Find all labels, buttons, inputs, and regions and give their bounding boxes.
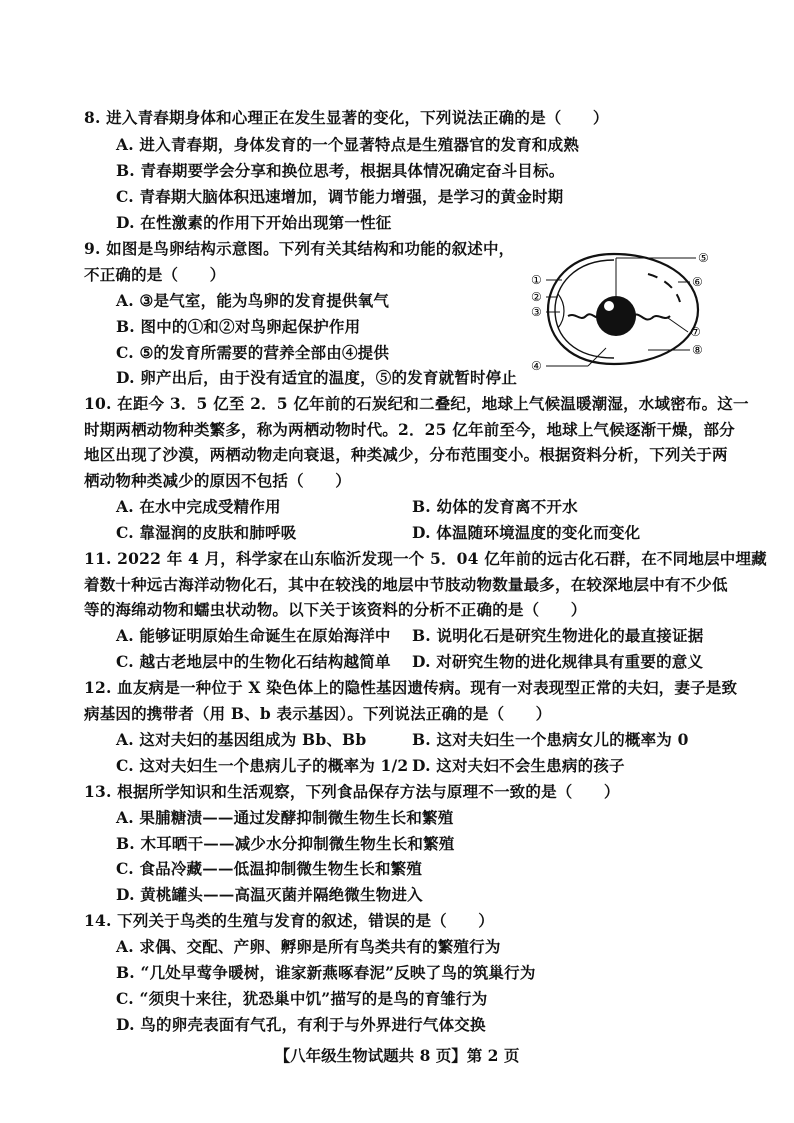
q9-option-c: C. ⑤的发育所需要的营养全部由④提供 bbox=[116, 343, 390, 362]
q9-option-b: B. 图中的①和②对鸟卵起保护作用 bbox=[116, 317, 361, 336]
q10-stem-line4: 栖动物种类减少的原因不包括（ ） bbox=[84, 471, 351, 490]
egg-label-5: ⑤ bbox=[698, 251, 709, 265]
q12-stem-line2: 病基因的携带者（用 B、b 表示基因）。下列说法正确的是（ ） bbox=[84, 704, 552, 723]
q13-option-a: A. 果脯糖渍——通过发酵抑制微生物生长和繁殖 bbox=[116, 808, 454, 827]
egg-label-2: ② bbox=[531, 290, 542, 304]
q8-option-d: D. 在性激素的作用下开始出现第一性征 bbox=[116, 213, 392, 232]
q11-option-b: B. 说明化石是研究生物进化的最直接证据 bbox=[412, 626, 704, 645]
q11-stem-line1: 11. 2022 年 4 月，科学家在山东临沂发现一个 5．04 亿年前的远古化石群，在不同地层中埋藏 bbox=[84, 549, 767, 568]
egg-label-1: ① bbox=[531, 273, 542, 287]
q9-option-a: A. ③是气室，能为鸟卵的发育提供氧气 bbox=[116, 291, 390, 310]
q9-stem-line1: 9. 如图是鸟卵结构示意图。下列有关其结构和功能的叙述中， bbox=[84, 239, 515, 258]
q10-option-c: C. 靠湿润的皮肤和肺呼吸 bbox=[116, 523, 297, 542]
q12-option-c: C. 这对夫妇生一个患病儿子的概率为 1/2 bbox=[116, 756, 409, 775]
page-footer: 【八年级生物试题共 8 页】第 2 页 bbox=[274, 1046, 520, 1065]
q9-stem-line2: 不正确的是（ ） bbox=[84, 265, 226, 284]
egg-label-8: ⑧ bbox=[692, 343, 703, 357]
q13-option-c: C. 食品冷藏——低温抑制微生物生长和繁殖 bbox=[116, 859, 423, 878]
q10-option-b: B. 幼体的发育离不开水 bbox=[412, 497, 578, 516]
q9-option-d: D. 卵产出后，由于没有适宜的温度，⑤的发育就暂时停止 bbox=[116, 368, 518, 387]
q13-option-b: B. 木耳晒干——减少水分抑制微生物生长和繁殖 bbox=[116, 834, 455, 853]
q14-option-c: C. “须臾十来往，犹恐巢中饥”描写的是鸟的育雏行为 bbox=[116, 989, 488, 1008]
egg-label-6: ⑥ bbox=[692, 275, 703, 289]
egg-label-3: ③ bbox=[531, 305, 542, 319]
q10-stem-line2: 时期两栖动物种类繁多，称为两栖动物时代。2．25 亿年前至今，地球上气候逐渐干燥，部分 bbox=[84, 420, 735, 439]
q11-stem-line3: 等的海绵动物和蠕虫状动物。以下关于该资料的分析不正确的是（ ） bbox=[84, 600, 587, 619]
q12-option-d: D. 这对夫妇不会生患病的孩子 bbox=[412, 756, 625, 775]
q14-option-b: B. “几处早莺争暖树，谁家新燕啄春泥”反映了鸟的筑巢行为 bbox=[116, 963, 536, 982]
q12-stem-line1: 12. 血友病是一种位于 X 染色体上的隐性基因遗传病。现有一对表现型正常的夫妇，妻子是致 bbox=[84, 678, 738, 697]
q8-stem: 8. 进入青春期身体和心理正在发生显著的变化，下列说法正确的是（ ） bbox=[84, 108, 609, 127]
q11-option-a: A. 能够证明原始生命诞生在原始海洋中 bbox=[116, 626, 391, 645]
q11-option-c: C. 越古老地层中的生物化石结构越简单 bbox=[116, 652, 391, 671]
q14-option-a: A. 求偶、交配、产卵、孵卵是所有鸟类共有的繁殖行为 bbox=[116, 937, 501, 956]
q14-stem: 14. 下列关于鸟类的生殖与发育的叙述，错误的是（ ） bbox=[84, 911, 494, 930]
q11-stem-line2: 着数十种远古海洋动物化石，其中在较浅的地层中节肢动物数量最多，在较深地层中有不少低 bbox=[84, 575, 728, 594]
q10-stem-line3: 地区出现了沙漠，两栖动物走向衰退，种类减少，分布范围变小。根据资料分析，下列关于两 bbox=[84, 445, 728, 464]
bird-egg-diagram bbox=[528, 246, 718, 376]
q13-stem: 13. 根据所学知识和生活观察，下列食品保存方法与原理不一致的是（ ） bbox=[84, 782, 620, 801]
q11-option-d: D. 对研究生物的进化规律具有重要的意义 bbox=[412, 652, 704, 671]
q10-option-d: D. 体温随环境温度的变化而变化 bbox=[412, 523, 641, 542]
egg-label-7: ⑦ bbox=[690, 325, 701, 339]
q14-option-d: D. 鸟的卵壳表面有气孔，有利于与外界进行气体交换 bbox=[116, 1015, 486, 1034]
egg-label-4: ④ bbox=[531, 359, 542, 373]
q10-option-a: A. 在水中完成受精作用 bbox=[116, 497, 281, 516]
q12-option-a: A. 这对夫妇的基因组成为 Bb、Bb bbox=[116, 730, 367, 749]
q10-stem-line1: 10. 在距今 3．5 亿至 2．5 亿年前的石炭纪和二叠纪，地球上气候温暖潮湿，水域密布。这一 bbox=[84, 394, 749, 413]
q12-option-b: B. 这对夫妇生一个患病女儿的概率为 0 bbox=[412, 730, 689, 749]
q8-option-b: B. 青春期要学会分享和换位思考，根据具体情况确定奋斗目标。 bbox=[116, 161, 565, 180]
q8-option-a: A. 进入青春期，身体发育的一个显著特点是生殖器官的发育和成熟 bbox=[116, 135, 580, 154]
q13-option-d: D. 黄桃罐头——高温灭菌并隔绝微生物进入 bbox=[116, 885, 423, 904]
q8-option-c: C. 青春期大脑体积迅速增加，调节能力增强，是学习的黄金时期 bbox=[116, 187, 564, 206]
